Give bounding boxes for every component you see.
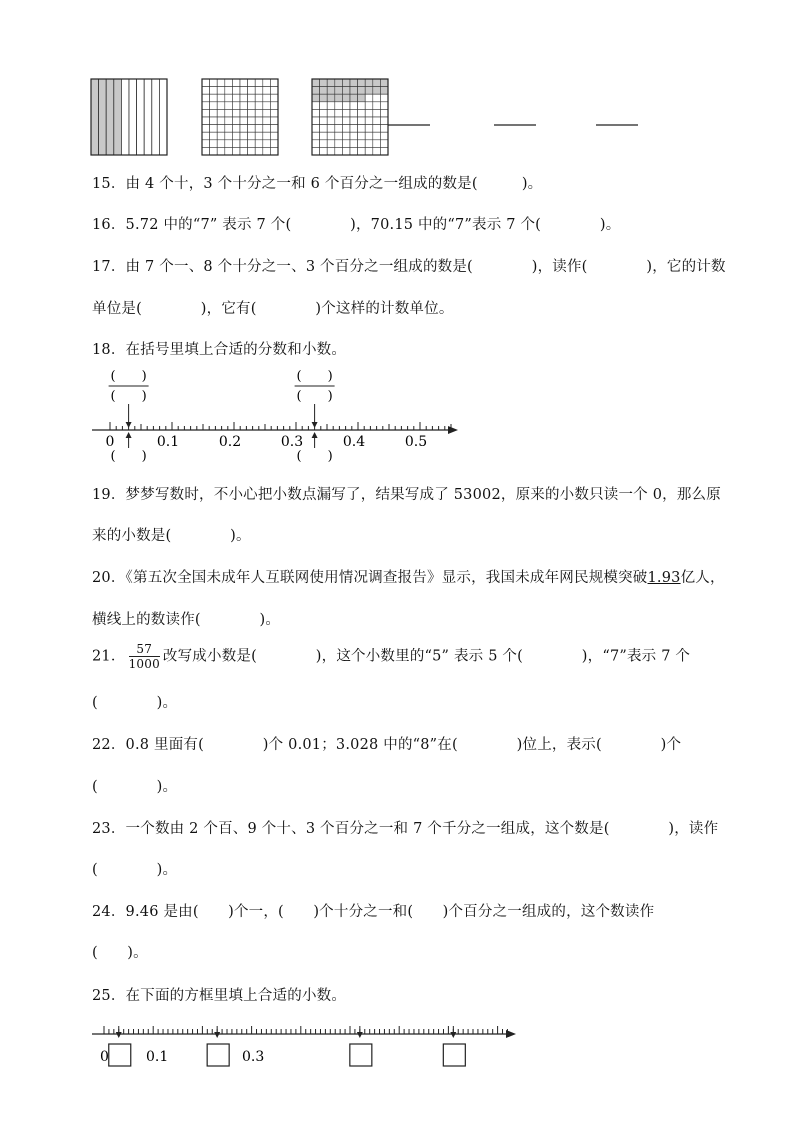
grid-cell — [320, 94, 328, 102]
tenth-strip — [129, 79, 137, 155]
grid-cell — [263, 132, 271, 140]
grid-cell — [202, 109, 210, 117]
grid-cell — [240, 117, 248, 125]
down-arrowhead — [116, 1032, 122, 1038]
grid-cell — [380, 102, 388, 110]
grid-cell — [225, 102, 233, 110]
grid-cell — [225, 109, 233, 117]
grid-cell — [320, 147, 328, 155]
grid-cell — [358, 147, 366, 155]
fraction-denominator: 1000 — [128, 657, 160, 671]
grid-cell — [327, 102, 335, 110]
grid-cell — [240, 94, 248, 102]
down-arrowhead — [450, 1032, 456, 1038]
fraction-answer-numerator: ( ) — [296, 369, 333, 384]
grid-cell — [210, 132, 218, 140]
grid-cell — [232, 140, 240, 148]
grid-cell — [342, 117, 350, 125]
grid-cell — [202, 140, 210, 148]
grid-cell — [248, 109, 256, 117]
grid-cell — [263, 147, 271, 155]
underlined-number: 1.93 — [647, 570, 681, 586]
grid-cell — [255, 109, 263, 117]
grid-cell — [255, 132, 263, 140]
q25-number-line — [90, 1020, 530, 1070]
grid-cell — [358, 109, 366, 117]
grid-cell — [365, 147, 373, 155]
grid-cell — [255, 147, 263, 155]
grid-cell — [270, 94, 278, 102]
grid-cell — [312, 117, 320, 125]
tenth-strip — [152, 79, 160, 155]
answer-box — [443, 1044, 465, 1066]
grid-cell — [320, 132, 328, 140]
grid-cell — [358, 117, 366, 125]
grid-cell — [335, 109, 343, 117]
grid-cell — [327, 117, 335, 125]
hundredths-grid-shaded — [312, 79, 388, 155]
question-18: 18．在括号里填上合适的分数和小数。 — [92, 342, 347, 358]
grid-cell — [350, 109, 358, 117]
q18-number-line — [90, 366, 470, 470]
grid-cell — [373, 117, 381, 125]
grid-cell — [365, 140, 373, 148]
grid-cell — [320, 140, 328, 148]
grid-cell — [210, 87, 218, 95]
grid-cell — [342, 102, 350, 110]
grid-cell — [263, 87, 271, 95]
down-arrowhead — [312, 422, 318, 428]
grid-cell — [232, 87, 240, 95]
grid-cell — [225, 132, 233, 140]
fraction-answer-numerator: ( ) — [110, 369, 147, 384]
question-22-line2: ( )。 — [92, 779, 178, 795]
grid-cell — [210, 79, 218, 87]
grid-cell — [365, 132, 373, 140]
grid-cell — [335, 125, 343, 133]
axis-arrow — [448, 426, 458, 434]
grid-cell — [255, 140, 263, 148]
grid-cell — [335, 79, 343, 87]
axis-tick-label: 0.2 — [218, 434, 242, 450]
grid-cell — [217, 87, 225, 95]
down-arrowhead — [214, 1032, 220, 1038]
tenth-strip — [99, 79, 107, 155]
grid-cell — [342, 109, 350, 117]
grid-cell — [365, 125, 373, 133]
grid-cell — [320, 125, 328, 133]
grid-cell — [202, 94, 210, 102]
axis-tick-label: 0.1 — [156, 434, 180, 450]
grid-cell — [350, 94, 358, 102]
grid-cell — [373, 140, 381, 148]
grid-cell — [373, 147, 381, 155]
tenth-strip — [114, 79, 122, 155]
grid-cell — [373, 94, 381, 102]
question-20-suffix: 亿人， — [680, 570, 725, 586]
grid-cell — [210, 147, 218, 155]
axis-label-0-1: 0.1 — [146, 1049, 169, 1065]
answer-box — [109, 1044, 131, 1066]
question-22-line1: 22．0.8 里面有( )个 0.01；3.028 中的“8”在( )位上，表示( )个 — [92, 737, 682, 753]
grid-cell — [240, 87, 248, 95]
grid-cell — [358, 132, 366, 140]
grid-cell — [312, 94, 320, 102]
question-23-line1: 23．一个数由 2 个百、9 个十、3 个百分之一和 7 个千分之一组成，这个数是( )，读作 — [92, 821, 719, 837]
axis-tick-label: 0 — [105, 434, 115, 450]
grid-cell — [342, 125, 350, 133]
grid-cell — [248, 79, 256, 87]
grid-cell — [327, 87, 335, 95]
question-16: 16．5.72 中的“7” 表示 7 个( )，70.15 中的“7”表示 7 个( )。 — [92, 217, 621, 233]
grid-cell — [373, 79, 381, 87]
grid-cell — [335, 147, 343, 155]
grid-cell — [217, 79, 225, 87]
grid-cell — [350, 140, 358, 148]
grid-cell — [202, 79, 210, 87]
tenth-strip — [121, 79, 129, 155]
grid-cell — [380, 140, 388, 148]
fraction-answer-denominator: ( ) — [110, 389, 147, 404]
down-arrowhead — [357, 1032, 363, 1038]
grid-cell — [232, 147, 240, 155]
grid-cell — [240, 79, 248, 87]
grid-cell — [335, 132, 343, 140]
grid-cell — [380, 132, 388, 140]
up-arrowhead — [312, 432, 318, 438]
question-24-line1: 24．9.46 是由( )个一，( )个十分之一和( )个百分之一组成的，这个数读作 — [92, 904, 655, 920]
grid-cell — [240, 109, 248, 117]
grid-cell — [225, 147, 233, 155]
grid-cell — [320, 87, 328, 95]
grid-cell — [373, 87, 381, 95]
fraction-numerator: 57 — [129, 642, 160, 657]
decimal-answer-paren: ( ) — [296, 449, 333, 464]
grid-cell — [358, 87, 366, 95]
grid-cell — [217, 94, 225, 102]
grid-cell — [312, 102, 320, 110]
grid-cell — [210, 94, 218, 102]
decimal-answer-paren: ( ) — [110, 449, 147, 464]
tenth-strip — [91, 79, 99, 155]
question-15: 15．由 4 个十，3 个十分之一和 6 个百分之一组成的数是( )。 — [92, 176, 543, 192]
grid-cell — [320, 79, 328, 87]
grid-cell — [210, 117, 218, 125]
question-19-line1: 19．梦梦写数时，不小心把小数点漏写了，结果写成了 53002，原来的小数只读一个 0，那么原 — [92, 487, 721, 503]
grid-cell — [373, 132, 381, 140]
grid-cell — [365, 79, 373, 87]
grid-cell — [263, 125, 271, 133]
grid-cell — [342, 87, 350, 95]
grid-cell — [210, 109, 218, 117]
grid-cell — [335, 117, 343, 125]
grid-cell — [358, 94, 366, 102]
grid-cell — [365, 109, 373, 117]
grid-cell — [350, 87, 358, 95]
grid-cell — [327, 94, 335, 102]
grid-cell — [248, 102, 256, 110]
grid-cell — [202, 102, 210, 110]
grid-cell — [217, 140, 225, 148]
grid-cell — [270, 132, 278, 140]
axis-tick-label: 0.3 — [280, 434, 304, 450]
grid-cell — [232, 102, 240, 110]
grid-cell — [320, 109, 328, 117]
grid-cell — [210, 125, 218, 133]
question-20-line2: 横线上的数读作( )。 — [92, 612, 281, 628]
grid-cell — [248, 147, 256, 155]
grid-cell — [248, 117, 256, 125]
grid-cell — [240, 125, 248, 133]
grid-cell — [365, 87, 373, 95]
grid-cell — [255, 102, 263, 110]
grid-cell — [335, 140, 343, 148]
fraction-57-1000 — [129, 642, 160, 671]
grid-cell — [373, 102, 381, 110]
grid-cell — [217, 117, 225, 125]
grid-cell — [263, 109, 271, 117]
grid-cell — [312, 147, 320, 155]
question-24-line2: ( )。 — [92, 945, 148, 961]
grid-cell — [327, 109, 335, 117]
grid-cell — [327, 147, 335, 155]
grid-cell — [248, 94, 256, 102]
grid-cell — [225, 140, 233, 148]
grid-cell — [255, 94, 263, 102]
grid-cell — [240, 132, 248, 140]
grid-cell — [240, 147, 248, 155]
grid-cell — [380, 125, 388, 133]
grid-cell — [358, 125, 366, 133]
axis-label-zero: 0 — [100, 1049, 109, 1065]
grid-cell — [217, 125, 225, 133]
grid-cell — [240, 102, 248, 110]
grid-cell — [335, 87, 343, 95]
grid-cell — [373, 109, 381, 117]
grid-cell — [380, 79, 388, 87]
grid-cell — [225, 117, 233, 125]
tenths-strip-grid — [91, 79, 167, 155]
tenth-strip — [144, 79, 152, 155]
axis-tick-label: 0.4 — [342, 434, 366, 450]
grid-cell — [350, 102, 358, 110]
grid-cell — [380, 109, 388, 117]
down-arrowhead — [126, 422, 132, 428]
grid-cell — [255, 87, 263, 95]
tenth-strip — [137, 79, 145, 155]
grid-cell — [232, 117, 240, 125]
question-21-number: 21． — [92, 648, 126, 665]
grid-cell — [263, 140, 271, 148]
question-25: 25．在下面的方框里填上合适的小数。 — [92, 988, 347, 1004]
grid-cell — [225, 125, 233, 133]
grid-cell — [358, 79, 366, 87]
grid-cell — [225, 94, 233, 102]
grid-cell — [217, 132, 225, 140]
grid-cell — [270, 140, 278, 148]
grid-cell — [327, 132, 335, 140]
question-21-line1 — [92, 642, 690, 671]
hundredths-grid-empty — [202, 79, 278, 155]
grid-cell — [373, 125, 381, 133]
question-19-line2: 来的小数是( )。 — [92, 528, 251, 544]
grid-cell — [335, 102, 343, 110]
grid-cell — [225, 87, 233, 95]
grid-cell — [350, 117, 358, 125]
grid-cell — [255, 125, 263, 133]
grid-cell — [350, 125, 358, 133]
grid-cell — [270, 117, 278, 125]
grid-cell — [248, 125, 256, 133]
grid-cell — [255, 117, 263, 125]
grid-cell — [232, 132, 240, 140]
grid-cell — [263, 94, 271, 102]
grid-cell — [202, 117, 210, 125]
answer-box — [350, 1044, 372, 1066]
grid-cell — [312, 140, 320, 148]
grid-cell — [380, 94, 388, 102]
grid-cell — [210, 140, 218, 148]
grid-cell — [380, 87, 388, 95]
grid-cell — [320, 117, 328, 125]
grid-cell — [255, 79, 263, 87]
grid-cell — [248, 132, 256, 140]
grid-cell — [312, 132, 320, 140]
question-21-text: 改写成小数是( )，这个小数里的“5” 表示 5 个( )，“7”表示 7 个 — [162, 648, 691, 665]
grid-cell — [342, 79, 350, 87]
grid-cell — [327, 140, 335, 148]
grid-cell — [202, 132, 210, 140]
grid-cell — [320, 102, 328, 110]
question-21-line2: ( )。 — [92, 695, 178, 711]
grid-cell — [342, 94, 350, 102]
answer-box — [207, 1044, 229, 1066]
grid-cell — [232, 125, 240, 133]
axis-tick-label: 0.5 — [404, 434, 428, 450]
grid-cell — [312, 87, 320, 95]
grid-cell — [232, 109, 240, 117]
grid-cell — [232, 94, 240, 102]
grid-cell — [270, 79, 278, 87]
up-arrowhead — [126, 432, 132, 438]
grid-cell — [217, 109, 225, 117]
grid-cell — [312, 79, 320, 87]
grid-cell — [270, 102, 278, 110]
question-23-line2: ( )。 — [92, 862, 178, 878]
tenth-strip — [159, 79, 167, 155]
grid-cell — [342, 147, 350, 155]
grid-cell — [270, 125, 278, 133]
grid-cell — [225, 79, 233, 87]
grid-cell — [335, 94, 343, 102]
question-17-line1: 17．由 7 个一、8 个十分之一、3 个百分之一组成的数是( )，读作( )，它的计数 — [92, 259, 726, 275]
grid-cell — [327, 125, 335, 133]
grid-cell — [358, 140, 366, 148]
grid-cell — [217, 102, 225, 110]
grid-cell — [270, 109, 278, 117]
grid-cell — [263, 102, 271, 110]
question-20-line1 — [92, 566, 725, 587]
grid-cell — [312, 125, 320, 133]
grid-cell — [380, 147, 388, 155]
grid-cell — [217, 147, 225, 155]
grid-cell — [232, 79, 240, 87]
grid-cell — [210, 102, 218, 110]
grid-cell — [342, 132, 350, 140]
grid-cell — [263, 79, 271, 87]
axis-label-0-3: 0.3 — [242, 1049, 265, 1065]
grid-cell — [350, 147, 358, 155]
tenth-strip — [106, 79, 114, 155]
grid-cell — [358, 102, 366, 110]
grid-cell — [248, 140, 256, 148]
fraction-answer-denominator: ( ) — [296, 389, 333, 404]
grid-cell — [202, 87, 210, 95]
grid-cell — [350, 79, 358, 87]
grid-cell — [240, 140, 248, 148]
grid-cell — [327, 79, 335, 87]
fraction-grid-pictures — [90, 78, 650, 158]
grid-cell — [263, 117, 271, 125]
grid-cell — [202, 125, 210, 133]
grid-cell — [365, 117, 373, 125]
grid-cell — [365, 102, 373, 110]
grid-cell — [270, 147, 278, 155]
grid-cell — [365, 94, 373, 102]
question-17-line2: 单位是( )，它有( )个这样的计数单位。 — [92, 301, 454, 317]
grid-cell — [312, 109, 320, 117]
grid-cell — [248, 87, 256, 95]
grid-cell — [380, 117, 388, 125]
grid-cell — [202, 147, 210, 155]
grid-cell — [342, 140, 350, 148]
grid-cell — [350, 132, 358, 140]
grid-cell — [270, 87, 278, 95]
question-20-text: 20．《第五次全国未成年人互联网使用情况调查报告》显示，我国未成年网民规模突破 — [92, 570, 648, 586]
